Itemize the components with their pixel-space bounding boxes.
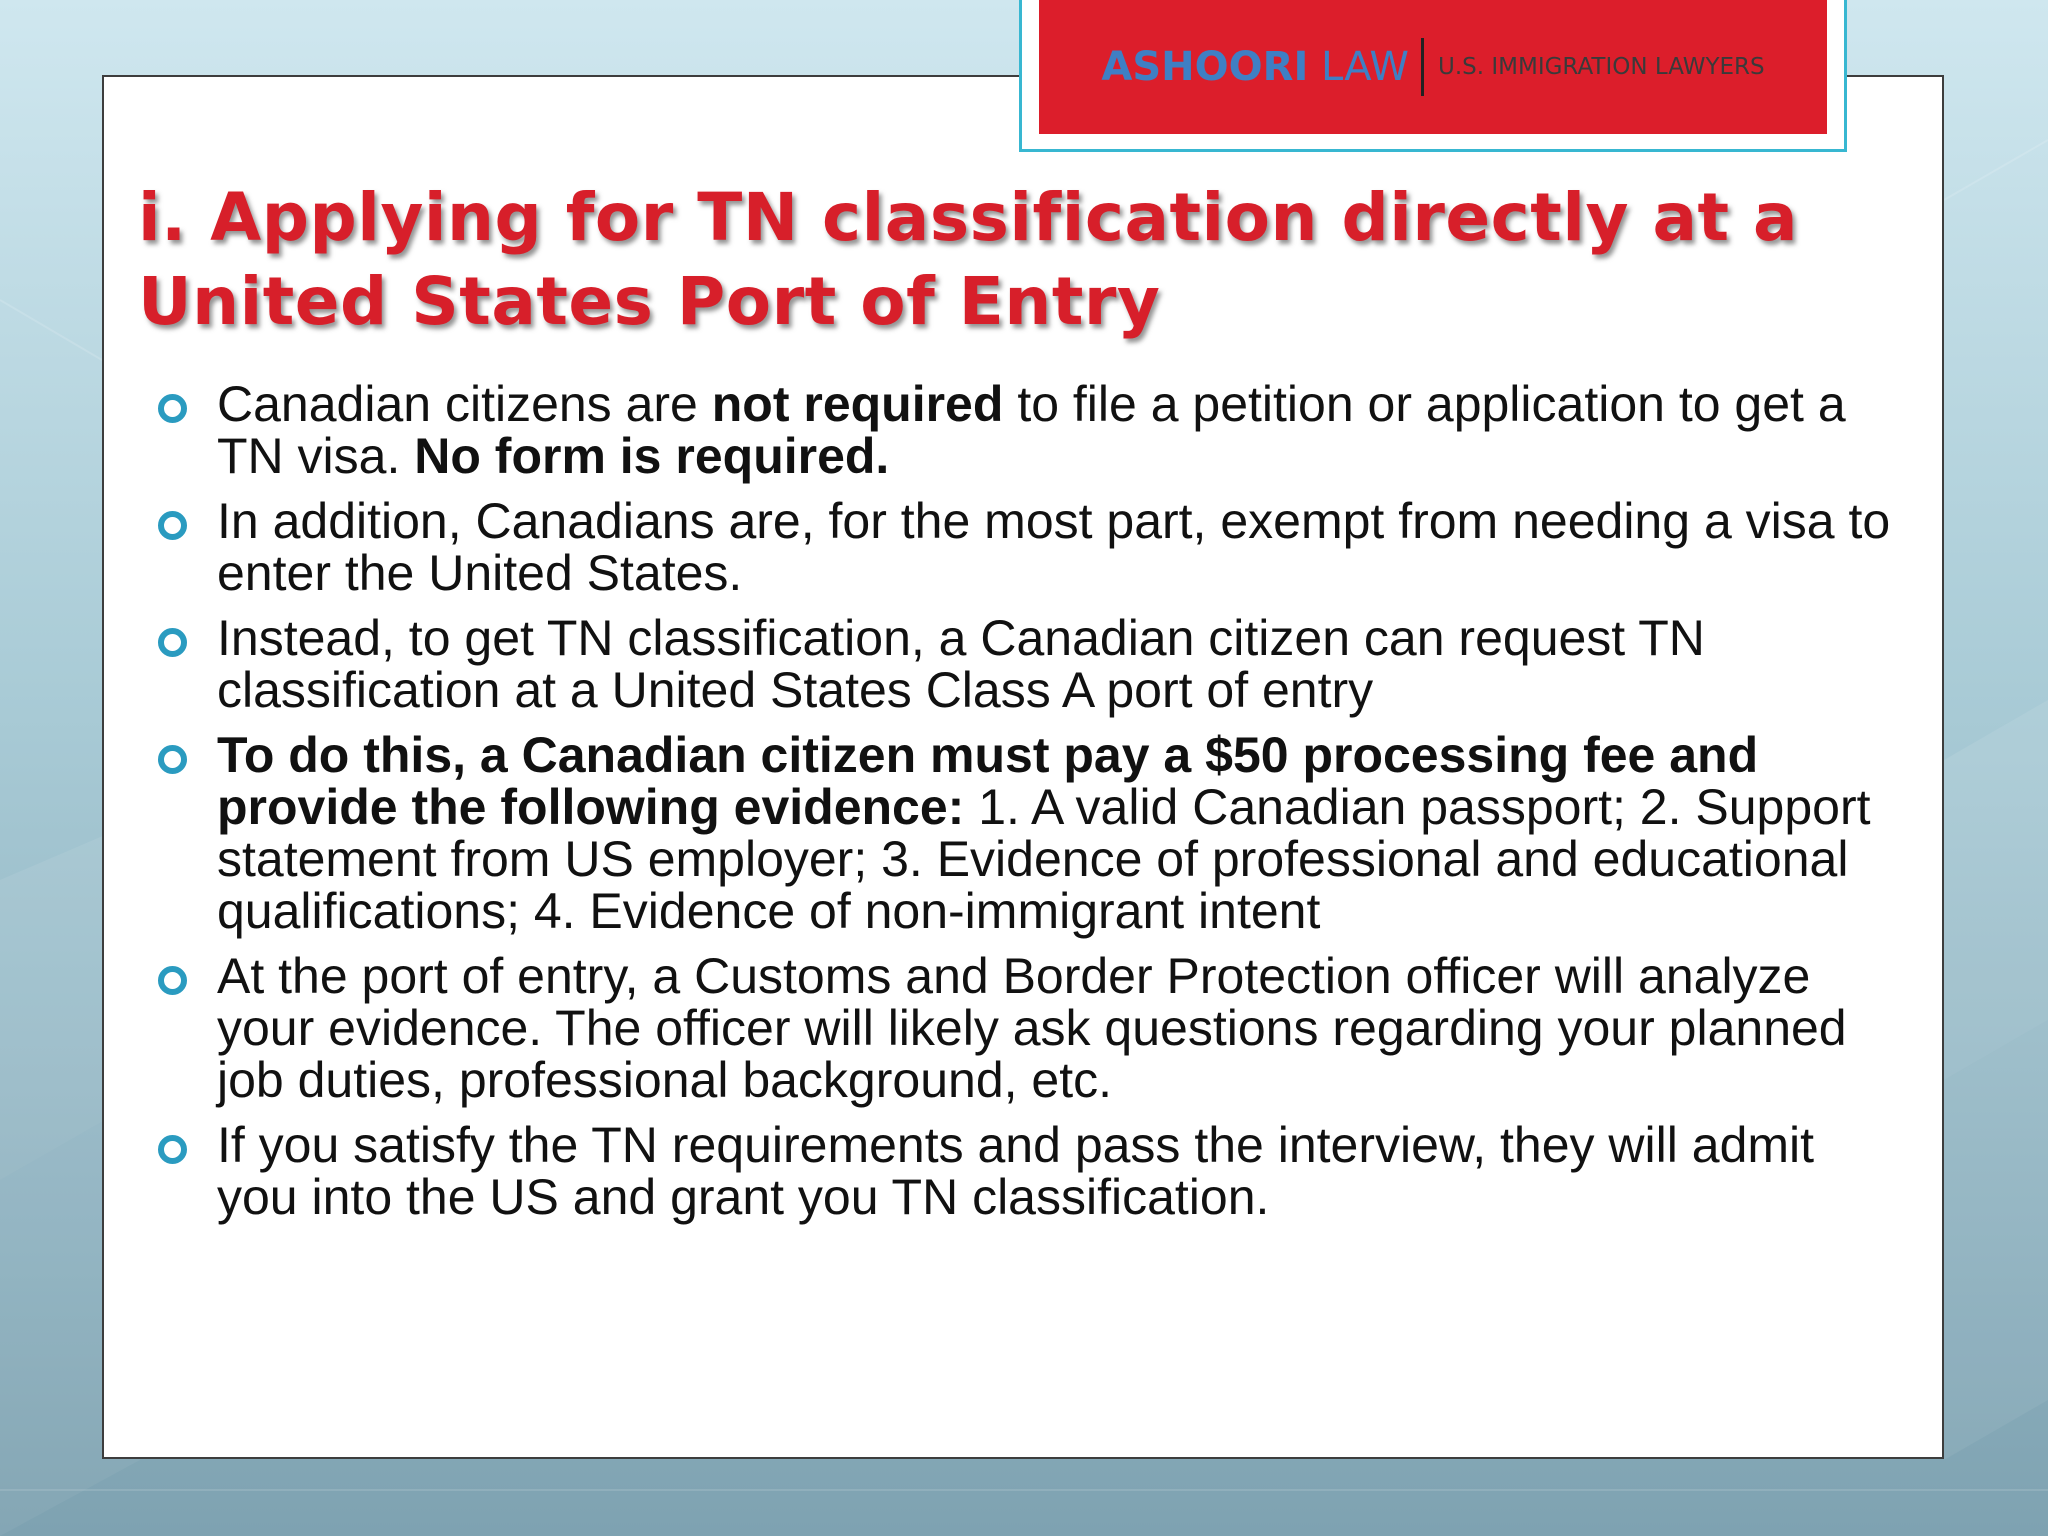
ring-bullet-icon bbox=[158, 628, 187, 657]
logo-wordmark bbox=[1101, 0, 1764, 134]
bullet-text: Canadian citizens are bbox=[217, 376, 712, 432]
bullet-text: to file a petition or application to get a TN visa. bbox=[217, 376, 1846, 484]
firm-logo bbox=[1039, 0, 1827, 134]
bullet-text-bold: To do this, a Canadian citizen must pay a $50 processing fee and provide the following evidence: bbox=[217, 727, 1759, 835]
bullet-list bbox=[158, 378, 1898, 1236]
ring-bullet-icon bbox=[158, 966, 187, 995]
bullet-item bbox=[158, 1119, 1898, 1223]
bullet-text-bold: not required bbox=[711, 376, 1004, 432]
bullet-text: At the port of entry, a Customs and Border Protection officer will analyze your evidence. The officer will likely ask questions regarding your planned job duties, professional background, etc. bbox=[217, 948, 1847, 1108]
ring-bullet-icon bbox=[158, 1135, 187, 1164]
ring-bullet-icon bbox=[158, 394, 187, 423]
logo-name-light: LAW bbox=[1321, 44, 1409, 90]
slide-title: i. Applying for TN classification directly at a United States Port of Entry bbox=[138, 179, 1799, 340]
bullet-item bbox=[158, 950, 1898, 1106]
bullet-text: 1. A valid Canadian passport; 2. Support statement from US employer; 3. Evidence of professional and educational qualifications; 4. Evidence of non-immigrant intent bbox=[217, 779, 1871, 939]
bullet-item bbox=[158, 729, 1898, 937]
bullet-item bbox=[158, 378, 1898, 482]
ring-bullet-icon bbox=[158, 745, 187, 774]
bullet-text: In addition, Canadians are, for the most part, exempt from needing a visa to enter the United States. bbox=[217, 493, 1891, 601]
logo-name-bold: ASHOORI bbox=[1101, 44, 1309, 90]
logo-name bbox=[1101, 44, 1409, 90]
logo-tagline: U.S. IMMIGRATION LAWYERS bbox=[1437, 54, 1765, 80]
logo-divider bbox=[1421, 38, 1424, 96]
bullet-item bbox=[158, 612, 1898, 716]
bullet-text: Instead, to get TN classification, a Canadian citizen can request TN classification at a United States Class A port of entry bbox=[217, 610, 1705, 718]
bullet-item bbox=[158, 495, 1898, 599]
bullet-text: If you satisfy the TN requirements and pass the interview, they will admit you into the US and grant you TN classification. bbox=[217, 1117, 1815, 1225]
bullet-text-bold: No form is required. bbox=[414, 428, 890, 484]
ring-bullet-icon bbox=[158, 511, 187, 540]
